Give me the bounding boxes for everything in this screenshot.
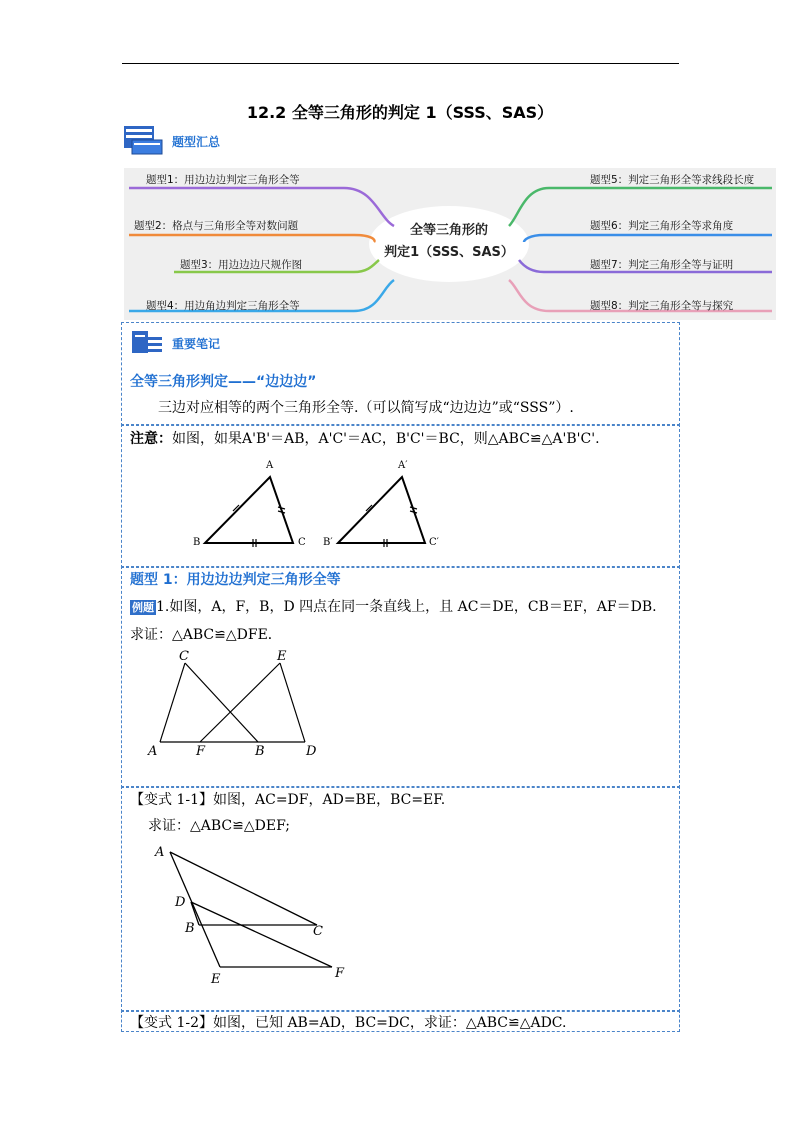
notes-icon: [130, 329, 166, 357]
fig1-label-C: C: [298, 537, 306, 548]
mindmap-left-item: 题型4：用边角边判定三角形全等: [146, 300, 300, 312]
mindmap-left-item: 题型1：用边边边判定三角形全等: [146, 174, 300, 186]
fig2-label-D: D: [306, 744, 317, 759]
fig2-label-C: C: [179, 649, 189, 664]
note-label: 注意：: [130, 431, 172, 447]
fig1-label-B: B: [193, 537, 201, 548]
book-stack-icon: [122, 124, 166, 158]
page-title: 12.2 全等三角形的判定 1（SSS、SAS）: [246, 103, 554, 122]
example-text: 1.如图，A，F，B，D 四点在同一条直线上，且 AC＝DE，CB＝EF，AF＝DB.: [156, 599, 657, 615]
mindmap-right-item: 题型8：判定三角形全等与探究: [590, 300, 734, 312]
fig2-label-F: F: [196, 744, 206, 759]
mindmap-right-item: 题型5：判定三角形全等求线段长度: [590, 174, 755, 186]
congruent-triangles-figure: [180, 455, 480, 555]
example-figure: [145, 645, 330, 760]
fig2-label-A: A: [148, 744, 158, 759]
sss-definition: 三边对应相等的两个三角形全等.（可以简写成“边边边”或“SSS”）.: [158, 400, 574, 416]
variant1-prove: 求证：△ABC≌△DEF;: [148, 818, 291, 834]
mindmap-right-item: 题型6：判定三角形全等求角度: [590, 220, 734, 232]
types-banner: [122, 124, 220, 158]
fig1-label-C-prime: C′: [429, 537, 439, 548]
header-rule: [122, 63, 679, 64]
fig3-label-E: E: [211, 972, 221, 987]
variant2-line: [130, 1012, 566, 1032]
variant2-text: 如图，已知 AB=AD，BC=DC，求证：△ABC≌△ADC.: [213, 1015, 567, 1031]
fig3-label-D: D: [175, 895, 186, 910]
notes-banner: [130, 329, 220, 357]
variant1-figure: [145, 840, 355, 990]
fig3-label-C: C: [313, 924, 323, 939]
type1-heading: 题型 1：用边边边判定三角形全等: [130, 572, 341, 588]
note-line: [130, 428, 600, 448]
sss-heading: 全等三角形判定——“边边边”: [130, 374, 317, 390]
mindmap-center-line2: 判定1（SSS、SAS）: [384, 245, 514, 260]
variant1-line: [130, 789, 445, 809]
example-line: [130, 596, 657, 616]
variant2-label: 【变式 1-2】: [130, 1015, 213, 1031]
fig1-label-B-prime: B′: [323, 537, 333, 548]
types-banner-label: 题型汇总: [172, 134, 221, 149]
fig1-label-A-prime: A′: [398, 460, 408, 471]
mindmap-center: [384, 220, 514, 264]
fig1-label-A: A: [266, 460, 274, 471]
fig3-label-F: F: [335, 966, 345, 981]
notes-banner-label: 重要笔记: [172, 336, 221, 351]
mindmap-left-item: 题型3：用边边边尺规作图: [180, 259, 303, 271]
fig3-label-A: A: [155, 845, 165, 860]
fig2-label-B: B: [255, 744, 265, 759]
fig3-label-B: B: [185, 921, 195, 936]
variant1-label: 【变式 1-1】: [130, 792, 213, 808]
note-text: 如图，如果A'B'＝AB，A'C'＝AC，B'C'＝BC，则△ABC≌△A'B'C'.: [172, 431, 600, 447]
mindmap: [124, 168, 776, 320]
mindmap-left-item: 题型2：格点与三角形全等对数问题: [134, 220, 299, 232]
mindmap-right-item: 题型7：判定三角形全等与证明: [590, 259, 734, 271]
mindmap-center-line1: 全等三角形的: [409, 223, 488, 238]
example-prove: 求证：△ABC≌△DFE．: [130, 627, 282, 643]
variant1-text: 如图，AC=DF，AD=BE，BC=EF.: [213, 792, 446, 808]
example-tag: 例题: [132, 601, 154, 614]
fig2-label-E: E: [277, 649, 287, 664]
